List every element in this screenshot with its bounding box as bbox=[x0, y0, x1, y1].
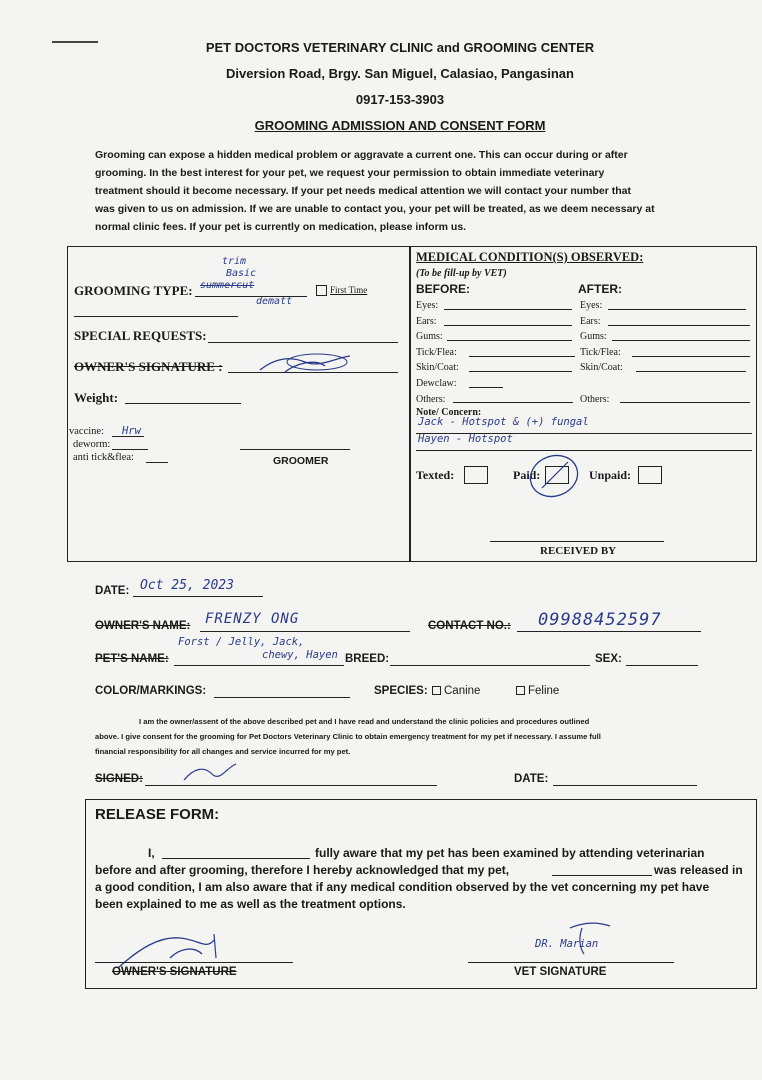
signed-label: SIGNED: bbox=[95, 773, 143, 785]
after-list bbox=[580, 298, 623, 407]
before-eyes-line[interactable] bbox=[444, 309, 572, 310]
canine-option[interactable] bbox=[432, 685, 480, 697]
release-line3: a good condition, I am also aware that if any medical condition observed by the vet concerning my pet have bbox=[95, 880, 710, 894]
groomer-line[interactable] bbox=[240, 449, 350, 450]
paid-circle-mark bbox=[526, 452, 586, 504]
grooming-note: summercut bbox=[200, 280, 255, 291]
note-rule-2[interactable] bbox=[416, 450, 752, 451]
signed-date-label: DATE: bbox=[514, 773, 549, 785]
consent-line: I am the owner/assent of the above described pet and I have read and understand the clinic policies and procedures outlined bbox=[139, 717, 590, 726]
release-owner-line[interactable] bbox=[95, 962, 293, 963]
form-title: GROOMING ADMISSION AND CONSENT FORM bbox=[254, 118, 546, 133]
pet-name-line[interactable] bbox=[174, 665, 344, 666]
before-ears: Ears: bbox=[416, 315, 437, 327]
vet-signature-scribble bbox=[560, 918, 630, 958]
before-gums-line[interactable] bbox=[447, 340, 572, 341]
sex-line[interactable] bbox=[626, 665, 698, 666]
breed-line[interactable] bbox=[390, 665, 590, 666]
canine-label: Canine bbox=[444, 685, 481, 697]
note-line-2: Hayen - Hotspot bbox=[418, 433, 513, 445]
intro-line: Grooming can expose a hidden medical problem or aggravate a current one. This can occur during or after bbox=[95, 149, 628, 161]
after-ears-line[interactable] bbox=[608, 325, 750, 326]
signed-scribble bbox=[180, 760, 240, 784]
vet-signature-label: VET SIGNATURE bbox=[514, 966, 607, 978]
consent-line: financial responsibility for all changes and service incurred for my pet. bbox=[95, 747, 351, 756]
signed-date-line[interactable] bbox=[553, 785, 697, 786]
special-requests-label: SPECIAL REQUESTS: bbox=[74, 328, 207, 343]
before-skin-line[interactable] bbox=[469, 371, 572, 372]
consent-line: above. I give consent for the grooming for Pet Doctors Veterinary Clinic to obtain emergency treatment for my pet if necessary. I assume full bbox=[95, 732, 601, 741]
others-before: Others: bbox=[416, 393, 446, 405]
before-list bbox=[416, 298, 459, 407]
unpaid-label: Unpaid: bbox=[589, 468, 632, 482]
weight-label: Weight: bbox=[74, 390, 119, 405]
pet-name-line-2: chewy, Hayen bbox=[262, 649, 338, 661]
after-eyes-line[interactable] bbox=[608, 309, 746, 310]
owner-signature-scribble bbox=[255, 348, 355, 378]
before-eyes: Eyes: bbox=[416, 300, 439, 311]
release-pet-line[interactable] bbox=[552, 875, 652, 876]
others-before-line[interactable] bbox=[453, 402, 573, 403]
note-line-1: Jack - Hotspot & (+) fungal bbox=[418, 416, 589, 428]
before-tick-line[interactable] bbox=[469, 356, 575, 357]
groomer-label: GROOMER bbox=[273, 455, 329, 467]
feline-label: Feline bbox=[528, 685, 560, 697]
date-value: Oct 25, 2023 bbox=[140, 578, 234, 593]
dewclaw-label: Dewclaw: bbox=[416, 377, 457, 389]
color-line[interactable] bbox=[214, 697, 350, 698]
release-line2-a: before and after grooming, therefore I hereby acknowledged that my pet, bbox=[95, 863, 510, 877]
special-requests-line[interactable] bbox=[208, 342, 398, 343]
medical-title: MEDICAL CONDITION(S) OBSERVED: bbox=[416, 250, 644, 264]
release-owner-label: OWNER'S SIGNATURE bbox=[112, 966, 237, 978]
after-skin-line[interactable] bbox=[636, 371, 746, 372]
intro-line: was given to us on admission. If we are unable to contact you, your pet will be treated, as we deem necessary at bbox=[95, 203, 655, 215]
breed-label: BREED: bbox=[345, 653, 390, 665]
note-label: Note/ Concern: bbox=[416, 407, 482, 418]
vet-signature-line[interactable] bbox=[468, 962, 674, 963]
deworm-line[interactable] bbox=[112, 449, 148, 450]
release-line1-a: I, bbox=[148, 846, 155, 860]
owner-signature-label: OWNER'S SIGNATURE : bbox=[74, 359, 223, 374]
vaccine-label: vaccine: bbox=[69, 426, 104, 437]
after-skin: Skin/Coat: bbox=[580, 362, 623, 374]
date-label: DATE: bbox=[95, 585, 130, 597]
sex-label: SEX: bbox=[595, 653, 622, 665]
intro-paragraph bbox=[95, 146, 707, 236]
after-heading: AFTER: bbox=[578, 282, 622, 296]
medical-subtitle: (To be fill-up by VET) bbox=[416, 268, 507, 279]
texted-checkbox[interactable] bbox=[464, 466, 488, 484]
anti-tick-line[interactable] bbox=[146, 462, 168, 463]
first-time-label: First Time bbox=[330, 285, 368, 295]
unpaid-checkbox[interactable] bbox=[638, 466, 662, 484]
owner-name-line[interactable] bbox=[200, 631, 410, 632]
release-title: RELEASE FORM: bbox=[95, 806, 220, 823]
intro-line: treatment should it become necessary. If your pet needs medical attention we will contact your number that bbox=[95, 185, 632, 197]
first-time-checkbox[interactable] bbox=[316, 285, 367, 296]
contact-line[interactable] bbox=[517, 631, 701, 632]
intro-line: grooming. In the best interest for your pet, we request your permission to obtain immediate veterinary bbox=[95, 167, 605, 179]
health-list bbox=[69, 425, 141, 464]
before-tick: Tick/Flea: bbox=[416, 346, 457, 358]
release-line1-b: fully aware that my pet has been examined by attending veterinarian bbox=[315, 846, 705, 860]
paid-label: Paid: bbox=[513, 468, 541, 482]
before-heading: BEFORE: bbox=[416, 282, 470, 296]
grooming-type-notes bbox=[200, 256, 293, 308]
feline-option[interactable] bbox=[516, 685, 559, 697]
contact-value: 09988452597 bbox=[538, 610, 662, 630]
after-tick-line[interactable] bbox=[632, 356, 750, 357]
after-tick: Tick/Flea: bbox=[580, 346, 621, 358]
species-label: SPECIES: bbox=[374, 685, 428, 697]
checkbox-icon bbox=[516, 686, 525, 695]
others-after: Others: bbox=[580, 393, 610, 405]
grooming-note: dematt bbox=[256, 296, 293, 307]
release-line4: been explained to me as well as the treatment options. bbox=[95, 897, 406, 911]
anti-tick-label: anti tick&flea: bbox=[73, 452, 134, 463]
grooming-note: Basic bbox=[226, 268, 257, 279]
checkbox-icon bbox=[316, 285, 327, 296]
after-gums: Gums: bbox=[580, 331, 607, 343]
before-skin: Skin/Coat: bbox=[416, 362, 459, 374]
after-ears: Ears: bbox=[580, 315, 601, 327]
after-eyes: Eyes: bbox=[580, 300, 603, 311]
clinic-address: Diversion Road, Brgy. San Miguel, Calasiao, Pangasinan bbox=[226, 66, 574, 81]
received-by-line[interactable] bbox=[490, 541, 664, 542]
grooming-line-2 bbox=[74, 316, 238, 317]
intro-line: normal clinic fees. If your pet is currently on medication, please inform us. bbox=[95, 221, 467, 233]
contact-label: CONTACT NO.: bbox=[428, 620, 511, 632]
after-gums-line[interactable] bbox=[612, 340, 750, 341]
received-by-label: RECEIVED BY bbox=[540, 545, 617, 557]
owner-name-label: OWNER'S NAME: bbox=[95, 620, 191, 632]
signed-line[interactable] bbox=[145, 785, 437, 786]
dewclaw-line[interactable] bbox=[469, 387, 503, 388]
pet-name-value bbox=[178, 636, 338, 662]
release-line2-b: was released in bbox=[654, 863, 743, 877]
release-name-line[interactable] bbox=[162, 858, 310, 859]
color-label: COLOR/MARKINGS: bbox=[95, 685, 207, 697]
date-line[interactable] bbox=[133, 596, 263, 597]
grooming-type-line bbox=[195, 296, 307, 297]
vaccine-line[interactable] bbox=[112, 436, 144, 437]
weight-line[interactable] bbox=[125, 403, 241, 404]
vet-name: DR. Marian bbox=[535, 938, 599, 950]
clinic-phone: 0917-153-3903 bbox=[355, 92, 445, 107]
vaccine-value: Hrw bbox=[121, 425, 141, 437]
owner-name-value: FRENZY ONG bbox=[205, 611, 300, 627]
pet-name-line-1: Forst / Jelly, Jack, bbox=[178, 636, 305, 648]
clinic-name: PET DOCTORS VETERINARY CLINIC and GROOMING CENTER bbox=[205, 40, 595, 55]
texted-label: Texted: bbox=[416, 468, 455, 482]
before-gums: Gums: bbox=[416, 331, 443, 343]
grooming-note: trim bbox=[222, 256, 247, 267]
deworm-label: deworm: bbox=[73, 439, 111, 450]
others-after-line[interactable] bbox=[620, 402, 750, 403]
checkbox-icon bbox=[432, 686, 441, 695]
before-ears-line[interactable] bbox=[444, 325, 572, 326]
grooming-type-label: GROOMING TYPE: bbox=[74, 283, 193, 298]
consent-text bbox=[95, 714, 715, 759]
pet-name-label: PET'S NAME: bbox=[95, 653, 169, 665]
